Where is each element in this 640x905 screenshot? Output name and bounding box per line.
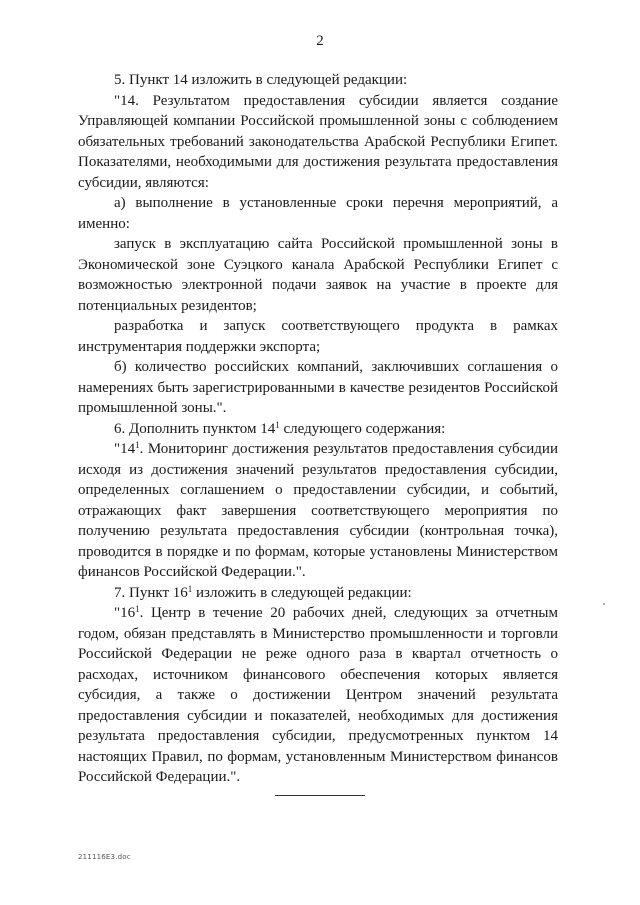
paragraph-site-launch: запуск в эксплуатацию сайта Российской промышленной зоны в Экономической зоне Суэцкого канала Арабской Республики Египет с возможностью электронной подачи заявок на участие в проекте для потенциальных резидентов; bbox=[78, 236, 558, 314]
superscript: 1 bbox=[275, 419, 280, 430]
paragraph-point-14: "14. Результатом предоставления субсидии является создание Управляющей компании Российской промышленной зоны с соблюдением обязательных требований законодательства Арабской Республики Египет. Показателями, необходимыми для достижения результата предоставления субсидии, являются: bbox=[78, 92, 558, 191]
text-span: изложить в следующей редакции: bbox=[192, 584, 412, 601]
paragraph-subpoint-b: б) количество российских компаний, заключивших соглашения о намерениях быть зарегистрированными в качестве резидентов Российской промышленной зоны.". bbox=[78, 359, 558, 416]
text-span: 6. Дополнить пунктом 14 bbox=[114, 420, 276, 437]
text-span: 7. Пункт 16 bbox=[114, 584, 188, 601]
page-number: 2 bbox=[316, 33, 324, 49]
text-span: "16 bbox=[114, 605, 136, 621]
document-body bbox=[78, 70, 558, 788]
text-span: . Центр в течение 20 рабочих дней, следующих за отчетным годом, обязан представлять в Министерство промышленности и торговли Российской Федерации не реже одного раза в квартал отчетность о расходах, источником финансового обеспечения которых является субсидия, а также о достижении Центром значений результата предоставления субсидии и показателей, необходимых для достижения результата предоставления субсидии, предусмотренных пунктом 14 настоящих Правил, по формам, установленным Министерством финансов Российской Федерации.". bbox=[78, 605, 558, 785]
paragraph-product-launch: разработка и запуск соответствующего продукта в рамках инструментария поддержки экспорта; bbox=[78, 318, 558, 355]
paragraph-point-14-1 bbox=[78, 439, 558, 583]
scan-mark bbox=[603, 603, 605, 605]
paragraph-item-5: 5. Пункт 14 изложить в следующей редакции: bbox=[114, 72, 408, 88]
superscript: 1 bbox=[135, 440, 140, 450]
paragraph-point-16-1 bbox=[78, 603, 558, 788]
text-span: следующего содержания: bbox=[279, 420, 446, 437]
footer-document-code: 211116E3.doc bbox=[78, 853, 131, 861]
paragraph-item-6 bbox=[78, 419, 558, 440]
text-span: "14 bbox=[114, 441, 136, 457]
separator-line bbox=[275, 795, 365, 796]
paragraph-subpoint-a: а) выполнение в установленные сроки перечня мероприятий, а именно: bbox=[78, 195, 558, 232]
text-span: . Мониторинг достижения результатов предоставления субсидии исходя из достижения значений результатов предоставления субсидии, определенных соглашением о предоставлении субсидии, и событий, отражающих факт завершения соответствующего мероприятия по получению результата предоставления субсидии (контрольная точка), проводится в порядке и по формам, которые установлены Министерством финансов Российской Федерации.". bbox=[78, 441, 558, 580]
superscript: 1 bbox=[135, 604, 140, 614]
superscript: 1 bbox=[187, 583, 193, 594]
paragraph-item-7 bbox=[78, 583, 558, 604]
